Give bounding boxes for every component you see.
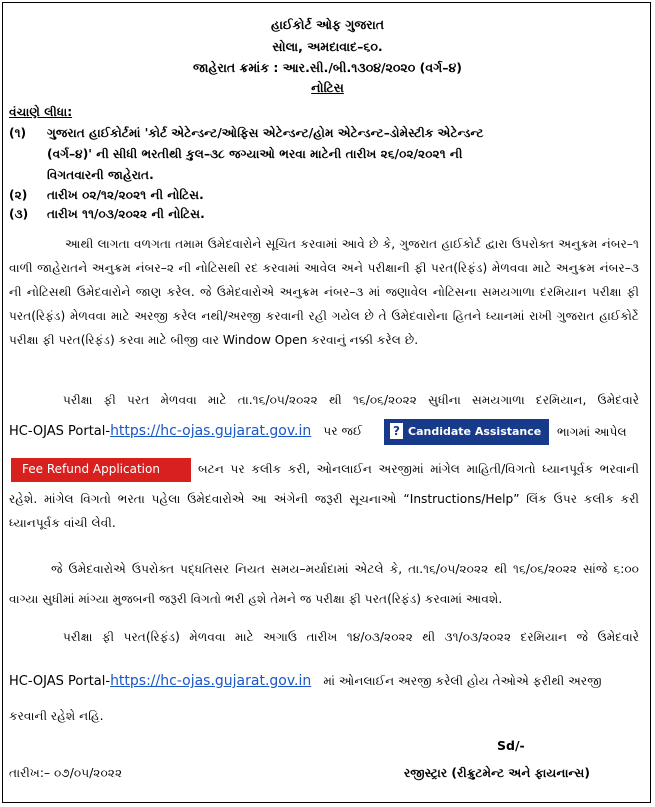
portal-prefix-2: HC-OJAS Portal- bbox=[9, 674, 111, 689]
ref-1-line2: (વર્ગ–૪)' ની સીધી ભરતીથી કુલ–૩૮ જગ્યાઓ ભરવા માટેની તારીખ ૨૬/૦૨/૨૦૨૧ ની bbox=[47, 147, 463, 161]
ref-1-line1: ગુજરાત હાઈકોર્ટમાં 'કોર્ટ એટેન્ડન્ટ/ઓફિસ એટેન્ડન્ટ/હોમ એટેન્ડન્ટ–ડોમેસ્ટીક એટેન્ડન્ટ bbox=[47, 126, 484, 140]
after-button-text: ભાગમાં આપેલ bbox=[557, 425, 627, 439]
signature-sd: Sd/- bbox=[497, 738, 525, 753]
fee-refund-label: Fee Refund Application bbox=[22, 462, 160, 476]
after-refund-text: બટન પર કલીક કરી, ઓનલાઈન અરજીમાં માંગેલ માહિતી/વિગતો ધ્યાનપૂર્વક ભરવાની bbox=[198, 462, 639, 476]
ref-3-text: તારીખ ૧૧/૦૩/૨૦૨૨ ની નોટિસ. bbox=[47, 207, 205, 221]
ref-1-line3: વિગતવારની જાહેરાત. bbox=[47, 168, 154, 182]
ref-3-num: (૩) bbox=[9, 207, 29, 221]
references-heading: વંચાણે લીધા: bbox=[9, 105, 73, 119]
org-title: હાઈકોર્ટ ઓફ ગુજરાત bbox=[270, 17, 385, 32]
fee-refund-application-button[interactable] bbox=[11, 458, 191, 482]
question-icon: ? bbox=[390, 423, 403, 439]
para2-portal-line bbox=[9, 423, 362, 439]
ref-2-num: (૨) bbox=[9, 188, 28, 202]
ref-1-num: (૧) bbox=[9, 126, 27, 140]
para2-rest: રહેશે. માંગેલ વિગતો ભરતા પહેલા ઉમેદવારોએ આ અંગેની જરૂરી સૂચનાઓ “Instructions/Help” લિંક ઉપર કલીક કરી ધ્યાનપૂર્વક વાંચી લેવી. bbox=[9, 492, 639, 530]
signatory: રજીસ્ટ્રાર (રીક્રુટમેન્ટ અને ફાયનાન્સ) bbox=[404, 766, 590, 780]
paragraph-1: આથી લાગતા વળગતા તમામ ઉમેદવારોને સૂચિત કરવામાં આવે છે કે, ગુજરાત હાઈકોર્ટ દ્વારા ઉપરોક્ત અનુક્રમ નંબર–૧ વાળી જાહેરાતને અનુક્રમ નંબર–૨ ની નોટિસથી રદ કરવામાં આવેલ અને પરીક્ષાની ફી પરત(રિફંડ) મેળવવા માટે અનુક્રમ નંબર–૩ ની નોટિસથી ઉમેદવારોને જાણ કરેલ. જે ઉમેદવારોએ અનુક્રમ નંબર–૩ માં જણાવેલ નોટિસના સમયગાળા દરમિયાન પરીક્ષા ફી પરત(રિફંડ) મેળવવા માટે અરજી કરેલ નથી/અરજી કરવાની રહી ગયેલ છે તે ઉમેદવારોના હિતને ધ્યાનમાં રાખી ગુજરાત હાઈકોર્ટે પરીક્ષા ફી પરત(રિફંડ) કરવા માટે બીજી વાર Window Open કરવાનું નક્કી કરેલ છે. bbox=[9, 237, 639, 347]
para4-line1: પરીક્ષા ફી પરત(રિફંડ) મેળવવા માટે અગાઉ તારીખ ૧૪/૦૩/૨૦૨૨ થી ૩૧/૦૩/૨૦૨૨ દરમિયાન જે ઉમેદવારે bbox=[63, 630, 639, 644]
after-link-text: પર જઈ bbox=[323, 424, 363, 438]
paragraph-3: જે ઉમેદવારોએ ઉપરોક્ત પદ્ધતિસર નિયત સમય–મર્યાદામાં એટલે કે, તા.૧૬/૦૫/૨૦૨૨ થી ૧૬/૦૬/૨૦૨૨ સાંજે ૬:૦૦ વાગ્યા સુધીમાં માંગ્યા મુજબની જરૂરી વિગતો ભરી હશે તેમને જ પરીક્ષા ફી પરત(રિફંડ) કરવામાં આવશે. bbox=[9, 562, 639, 606]
para4-after-link: માં ઓનલાઈન અરજી કરેલી હોય તેઓએ ફરીથી અરજી bbox=[323, 674, 602, 688]
advt-ref: જાહેરાત ક્રમાંક : આર.સી./બી.૧૩૦૪/૨૦૨૦ (વર્ગ–૪) bbox=[193, 60, 462, 75]
place: સોલા, અમદાવાદ–૬૦. bbox=[272, 39, 383, 54]
ref-2-text: તારીખ ૦૨/૧૨/૨૦૨૧ ની નોટિસ. bbox=[47, 188, 204, 202]
notice-date: તારીખ:– ૦૭/૦૫/૨૦૨૨ bbox=[9, 766, 123, 780]
portal-prefix: HC-OJAS Portal- bbox=[9, 424, 111, 439]
para4-portal-line bbox=[9, 673, 602, 689]
portal-link-2[interactable]: https://hc-ojas.gujarat.gov.in bbox=[110, 673, 312, 689]
para2-line1: પરીક્ષા ફી પરત મેળવવા માટે તા.૧૬/૦૫/૨૦૨૨ થી ૧૬/૦૬/૨૦૨૨ સુધીના સમયગાળા દરમિયાન, ઉમેદવારે bbox=[63, 393, 639, 407]
para4-line3: કરવાની રહેશે નહિ. bbox=[9, 709, 104, 723]
candidate-assistance-button[interactable] bbox=[384, 419, 549, 445]
candidate-assistance-label: Candidate Assistance bbox=[408, 425, 542, 438]
notice-title: નોટિસ bbox=[311, 80, 344, 95]
portal-link[interactable]: https://hc-ojas.gujarat.gov.in bbox=[110, 423, 312, 439]
